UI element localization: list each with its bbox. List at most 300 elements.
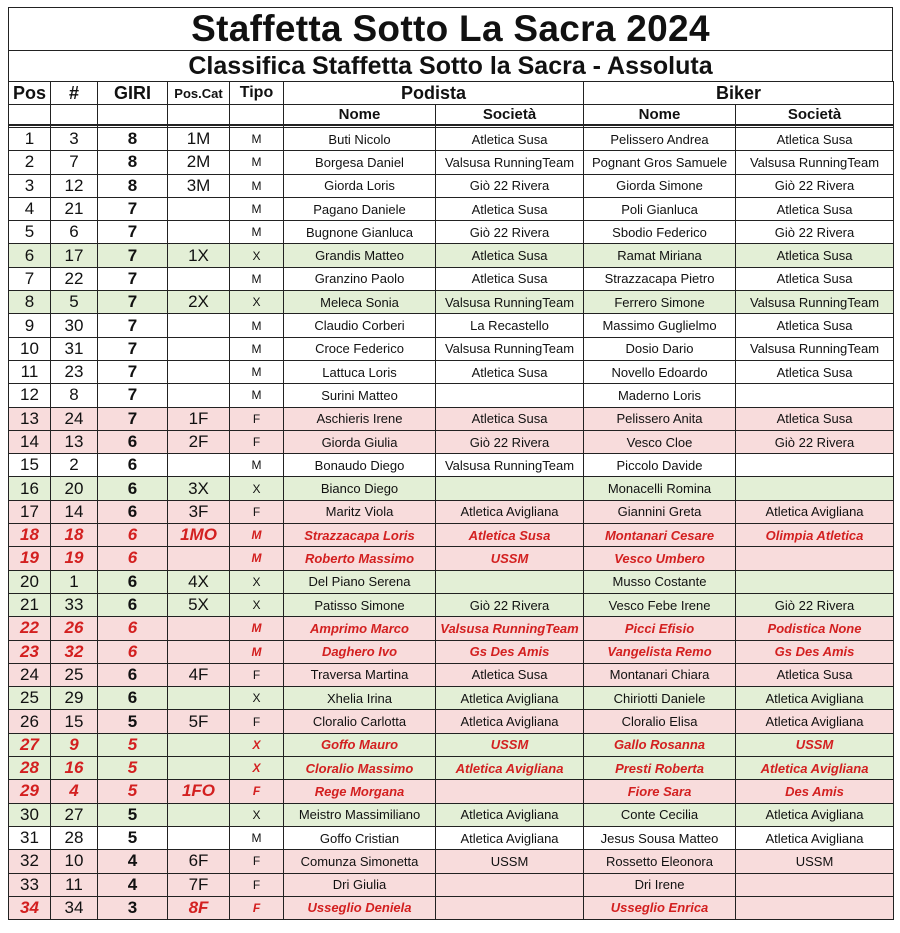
cell-pos: 11: [9, 360, 51, 383]
cell-podista-societa: Atletica Susa: [436, 197, 584, 220]
cell-poscat: [168, 221, 230, 244]
cell-giri: 7: [98, 337, 168, 360]
cell-podista-nome: Del Piano Serena: [284, 570, 436, 593]
cell-poscat: [168, 803, 230, 826]
cell-poscat: 2X: [168, 291, 230, 314]
cell-giri: 6: [98, 640, 168, 663]
cell-biker-nome: Picci Efisio: [584, 617, 736, 640]
header-row-main: [9, 82, 894, 105]
sub-header-empty: [9, 105, 51, 126]
table-row: [9, 687, 894, 710]
cell-poscat: [168, 267, 230, 290]
cell-biker-nome: Pognant Gros Samuele: [584, 151, 736, 174]
cell-biker-societa: Giò 22 Rivera: [736, 593, 894, 616]
cell-podista-nome: Lattuca Loris: [284, 360, 436, 383]
cell-podista-nome: Strazzacapa Loris: [284, 524, 436, 547]
cell-poscat: [168, 687, 230, 710]
cell-tipo: X: [230, 244, 284, 267]
cell-pos: 23: [9, 640, 51, 663]
cell-poscat: 2M: [168, 151, 230, 174]
cell-biker-nome: Montanari Chiara: [584, 663, 736, 686]
cell-biker-nome: Poli Gianluca: [584, 197, 736, 220]
cell-number: 21: [51, 197, 98, 220]
cell-giri: 6: [98, 663, 168, 686]
cell-podista-societa: [436, 780, 584, 803]
cell-giri: 6: [98, 570, 168, 593]
cell-biker-nome: Vesco Umbero: [584, 547, 736, 570]
cell-tipo: X: [230, 477, 284, 500]
cell-tipo: M: [230, 151, 284, 174]
cell-number: 6: [51, 221, 98, 244]
cell-podista-societa: Atletica Susa: [436, 360, 584, 383]
cell-poscat: [168, 547, 230, 570]
cell-biker-societa: Olimpia Atletica: [736, 524, 894, 547]
table-row: [9, 174, 894, 197]
cell-biker-nome: Novello Edoardo: [584, 360, 736, 383]
cell-tipo: M: [230, 314, 284, 337]
table-row: [9, 593, 894, 616]
table-row: [9, 710, 894, 733]
table-row: [9, 617, 894, 640]
cell-podista-nome: Goffo Cristian: [284, 826, 436, 849]
cell-giri: 7: [98, 221, 168, 244]
cell-pos: 3: [9, 174, 51, 197]
cell-number: 24: [51, 407, 98, 430]
cell-pos: 14: [9, 430, 51, 453]
cell-number: 31: [51, 337, 98, 360]
cell-giri: 4: [98, 850, 168, 873]
cell-giri: 3: [98, 896, 168, 919]
cell-podista-nome: Claudio Corberi: [284, 314, 436, 337]
cell-podista-nome: Cloralio Massimo: [284, 757, 436, 780]
cell-number: 5: [51, 291, 98, 314]
cell-poscat: 1F: [168, 407, 230, 430]
cell-biker-nome: Ramat Miriana: [584, 244, 736, 267]
cell-number: 17: [51, 244, 98, 267]
cell-biker-societa: [736, 477, 894, 500]
cell-number: 15: [51, 710, 98, 733]
cell-tipo: F: [230, 710, 284, 733]
cell-podista-nome: Traversa Martina: [284, 663, 436, 686]
cell-giri: 7: [98, 291, 168, 314]
cell-number: 19: [51, 547, 98, 570]
cell-number: 33: [51, 593, 98, 616]
cell-giri: 6: [98, 430, 168, 453]
cell-giri: 4: [98, 873, 168, 896]
cell-giri: 7: [98, 407, 168, 430]
cell-biker-nome: Sbodio Federico: [584, 221, 736, 244]
cell-number: 1: [51, 570, 98, 593]
table-row: [9, 873, 894, 896]
cell-pos: 20: [9, 570, 51, 593]
sub-header-empty: [51, 105, 98, 126]
cell-pos: 5: [9, 221, 51, 244]
cell-podista-societa: Giò 22 Rivera: [436, 221, 584, 244]
cell-podista-societa: Valsusa RunningTeam: [436, 291, 584, 314]
cell-podista-nome: Borgesa Daniel: [284, 151, 436, 174]
cell-biker-societa: Atletica Avigliana: [736, 500, 894, 523]
cell-number: 25: [51, 663, 98, 686]
cell-biker-societa: Giò 22 Rivera: [736, 174, 894, 197]
cell-biker-nome: Pelissero Anita: [584, 407, 736, 430]
cell-tipo: F: [230, 663, 284, 686]
cell-tipo: M: [230, 524, 284, 547]
cell-pos: 25: [9, 687, 51, 710]
cell-tipo: F: [230, 873, 284, 896]
cell-biker-societa: [736, 570, 894, 593]
cell-biker-nome: Montanari Cesare: [584, 524, 736, 547]
cell-biker-nome: Presti Roberta: [584, 757, 736, 780]
cell-giri: 6: [98, 500, 168, 523]
cell-pos: 6: [9, 244, 51, 267]
cell-biker-societa: Atletica Susa: [736, 407, 894, 430]
cell-podista-societa: USSM: [436, 733, 584, 756]
table-row: [9, 780, 894, 803]
cell-biker-nome: Usseglio Enrica: [584, 896, 736, 919]
cell-podista-societa: Valsusa RunningTeam: [436, 617, 584, 640]
table-row: [9, 640, 894, 663]
cell-podista-nome: Giorda Giulia: [284, 430, 436, 453]
cell-podista-societa: [436, 570, 584, 593]
cell-number: 10: [51, 850, 98, 873]
cell-poscat: [168, 337, 230, 360]
cell-pos: 12: [9, 384, 51, 407]
cell-podista-societa: USSM: [436, 850, 584, 873]
cell-giri: 7: [98, 360, 168, 383]
table-row: [9, 850, 894, 873]
sub-header-podista-societa: Società: [436, 105, 584, 126]
cell-podista-societa: [436, 384, 584, 407]
cell-biker-societa: Atletica Susa: [736, 244, 894, 267]
cell-giri: 5: [98, 803, 168, 826]
sub-header-empty: [168, 105, 230, 126]
cell-giri: 7: [98, 244, 168, 267]
cell-tipo: X: [230, 570, 284, 593]
cell-number: 3: [51, 128, 98, 151]
cell-giri: 8: [98, 174, 168, 197]
cell-number: 32: [51, 640, 98, 663]
cell-biker-nome: Musso Costante: [584, 570, 736, 593]
cell-pos: 9: [9, 314, 51, 337]
cell-podista-societa: Gs Des Amis: [436, 640, 584, 663]
cell-giri: 6: [98, 454, 168, 477]
cell-biker-societa: Atletica Avigliana: [736, 710, 894, 733]
cell-biker-societa: Atletica Avigliana: [736, 757, 894, 780]
cell-poscat: 5X: [168, 593, 230, 616]
col-header-biker: Biker: [584, 82, 894, 105]
cell-pos: 24: [9, 663, 51, 686]
cell-giri: 6: [98, 687, 168, 710]
cell-biker-nome: Jesus Sousa Matteo: [584, 826, 736, 849]
cell-biker-nome: Gallo Rosanna: [584, 733, 736, 756]
cell-tipo: M: [230, 221, 284, 244]
cell-number: 30: [51, 314, 98, 337]
col-header-number: #: [51, 82, 98, 105]
table-row: [9, 547, 894, 570]
cell-tipo: M: [230, 640, 284, 663]
cell-giri: 7: [98, 197, 168, 220]
cell-number: 2: [51, 454, 98, 477]
cell-podista-societa: Atletica Avigliana: [436, 500, 584, 523]
cell-podista-nome: Dri Giulia: [284, 873, 436, 896]
cell-biker-societa: Giò 22 Rivera: [736, 221, 894, 244]
cell-podista-nome: Croce Federico: [284, 337, 436, 360]
cell-giri: 8: [98, 128, 168, 151]
cell-number: 26: [51, 617, 98, 640]
cell-tipo: F: [230, 407, 284, 430]
cell-giri: 5: [98, 826, 168, 849]
cell-number: 22: [51, 267, 98, 290]
cell-tipo: M: [230, 617, 284, 640]
cell-podista-nome: Maritz Viola: [284, 500, 436, 523]
cell-podista-societa: [436, 477, 584, 500]
table-row: [9, 663, 894, 686]
cell-podista-societa: Atletica Avigliana: [436, 687, 584, 710]
cell-number: 29: [51, 687, 98, 710]
cell-biker-societa: [736, 896, 894, 919]
cell-number: 28: [51, 826, 98, 849]
results-sheet: [8, 7, 893, 920]
cell-giri: 5: [98, 780, 168, 803]
cell-tipo: M: [230, 384, 284, 407]
cell-podista-nome: Granzino Paolo: [284, 267, 436, 290]
sub-header-empty: [230, 105, 284, 126]
cell-podista-nome: Pagano Daniele: [284, 197, 436, 220]
cell-podista-societa: Valsusa RunningTeam: [436, 337, 584, 360]
cell-podista-nome: Comunza Simonetta: [284, 850, 436, 873]
table-row: [9, 477, 894, 500]
cell-pos: 29: [9, 780, 51, 803]
cell-biker-societa: Atletica Susa: [736, 360, 894, 383]
cell-tipo: X: [230, 733, 284, 756]
cell-podista-nome: Surini Matteo: [284, 384, 436, 407]
cell-number: 7: [51, 151, 98, 174]
cell-biker-nome: Cloralio Elisa: [584, 710, 736, 733]
cell-pos: 33: [9, 873, 51, 896]
cell-poscat: 1FO: [168, 780, 230, 803]
cell-number: 14: [51, 500, 98, 523]
cell-biker-nome: Vangelista Remo: [584, 640, 736, 663]
cell-podista-nome: Giorda Loris: [284, 174, 436, 197]
cell-pos: 22: [9, 617, 51, 640]
cell-poscat: 1MO: [168, 524, 230, 547]
cell-podista-societa: Atletica Susa: [436, 128, 584, 151]
cell-tipo: M: [230, 454, 284, 477]
cell-podista-societa: Valsusa RunningTeam: [436, 454, 584, 477]
cell-pos: 16: [9, 477, 51, 500]
cell-biker-societa: Atletica Susa: [736, 197, 894, 220]
table-row: [9, 151, 894, 174]
cell-pos: 21: [9, 593, 51, 616]
table-row: [9, 454, 894, 477]
table-row: [9, 384, 894, 407]
cell-podista-societa: Valsusa RunningTeam: [436, 151, 584, 174]
cell-podista-nome: Roberto Massimo: [284, 547, 436, 570]
table-row: [9, 733, 894, 756]
col-header-pos: Pos: [9, 82, 51, 105]
cell-biker-societa: Des Amis: [736, 780, 894, 803]
cell-number: 23: [51, 360, 98, 383]
sub-header-podista-nome: Nome: [284, 105, 436, 126]
sheet-title: Staffetta Sotto La Sacra 2024: [8, 7, 893, 50]
cell-podista-societa: Atletica Avigliana: [436, 826, 584, 849]
table-row: [9, 524, 894, 547]
cell-pos: 26: [9, 710, 51, 733]
results-table: [8, 81, 894, 920]
cell-poscat: [168, 640, 230, 663]
cell-pos: 28: [9, 757, 51, 780]
cell-pos: 15: [9, 454, 51, 477]
col-header-tipo: Tipo: [230, 82, 284, 105]
cell-podista-nome: Xhelia Irina: [284, 687, 436, 710]
cell-giri: 6: [98, 617, 168, 640]
cell-podista-nome: Buti Nicolo: [284, 128, 436, 151]
table-row: [9, 337, 894, 360]
cell-number: 18: [51, 524, 98, 547]
cell-giri: 7: [98, 267, 168, 290]
cell-number: 4: [51, 780, 98, 803]
cell-biker-societa: Atletica Avigliana: [736, 826, 894, 849]
cell-biker-nome: Vesco Febe Irene: [584, 593, 736, 616]
cell-biker-nome: Fiore Sara: [584, 780, 736, 803]
table-row: [9, 128, 894, 151]
cell-giri: 6: [98, 547, 168, 570]
cell-biker-nome: Chiriotti Daniele: [584, 687, 736, 710]
cell-biker-nome: Dri Irene: [584, 873, 736, 896]
cell-poscat: [168, 757, 230, 780]
cell-biker-societa: Atletica Susa: [736, 267, 894, 290]
cell-podista-nome: Aschieris Irene: [284, 407, 436, 430]
cell-giri: 8: [98, 151, 168, 174]
cell-tipo: F: [230, 896, 284, 919]
table-row: [9, 570, 894, 593]
cell-pos: 34: [9, 896, 51, 919]
cell-podista-societa: Atletica Avigliana: [436, 757, 584, 780]
cell-giri: 6: [98, 593, 168, 616]
sub-header-empty: [98, 105, 168, 126]
cell-giri: 7: [98, 314, 168, 337]
cell-poscat: [168, 197, 230, 220]
cell-biker-nome: Piccolo Davide: [584, 454, 736, 477]
cell-biker-societa: Gs Des Amis: [736, 640, 894, 663]
cell-poscat: 2F: [168, 430, 230, 453]
cell-number: 12: [51, 174, 98, 197]
cell-tipo: F: [230, 850, 284, 873]
cell-tipo: X: [230, 757, 284, 780]
cell-podista-nome: Usseglio Deniela: [284, 896, 436, 919]
cell-poscat: 4F: [168, 663, 230, 686]
cell-giri: 7: [98, 384, 168, 407]
cell-poscat: 3X: [168, 477, 230, 500]
cell-poscat: 8F: [168, 896, 230, 919]
cell-poscat: [168, 454, 230, 477]
results-body: [9, 128, 894, 920]
cell-podista-nome: Meleca Sonia: [284, 291, 436, 314]
cell-biker-societa: [736, 454, 894, 477]
cell-podista-nome: Goffo Mauro: [284, 733, 436, 756]
table-row: [9, 826, 894, 849]
cell-poscat: [168, 617, 230, 640]
cell-biker-nome: Conte Cecilia: [584, 803, 736, 826]
cell-pos: 4: [9, 197, 51, 220]
cell-biker-societa: Atletica Avigliana: [736, 687, 894, 710]
cell-biker-nome: Giorda Simone: [584, 174, 736, 197]
cell-poscat: [168, 733, 230, 756]
cell-biker-societa: Valsusa RunningTeam: [736, 291, 894, 314]
cell-podista-societa: Atletica Susa: [436, 524, 584, 547]
cell-pos: 10: [9, 337, 51, 360]
cell-poscat: 1M: [168, 128, 230, 151]
cell-pos: 27: [9, 733, 51, 756]
cell-tipo: M: [230, 337, 284, 360]
cell-tipo: F: [230, 500, 284, 523]
cell-tipo: X: [230, 291, 284, 314]
cell-tipo: X: [230, 687, 284, 710]
cell-biker-societa: Atletica Susa: [736, 128, 894, 151]
table-row: [9, 757, 894, 780]
cell-podista-nome: Rege Morgana: [284, 780, 436, 803]
cell-podista-nome: Cloralio Carlotta: [284, 710, 436, 733]
cell-giri: 5: [98, 733, 168, 756]
sheet-subtitle: Classifica Staffetta Sotto la Sacra - Assoluta: [8, 50, 893, 81]
header-row-sub: [9, 105, 894, 126]
table-row: [9, 430, 894, 453]
cell-biker-societa: Valsusa RunningTeam: [736, 337, 894, 360]
cell-pos: 19: [9, 547, 51, 570]
cell-poscat: 3M: [168, 174, 230, 197]
cell-tipo: M: [230, 128, 284, 151]
cell-number: 16: [51, 757, 98, 780]
cell-podista-societa: Atletica Susa: [436, 663, 584, 686]
cell-tipo: F: [230, 430, 284, 453]
cell-biker-nome: Monacelli Romina: [584, 477, 736, 500]
cell-tipo: M: [230, 547, 284, 570]
table-row: [9, 291, 894, 314]
cell-biker-nome: Ferrero Simone: [584, 291, 736, 314]
cell-podista-nome: Grandis Matteo: [284, 244, 436, 267]
cell-pos: 32: [9, 850, 51, 873]
cell-biker-nome: Massimo Guglielmo: [584, 314, 736, 337]
cell-biker-societa: Atletica Avigliana: [736, 803, 894, 826]
cell-tipo: M: [230, 267, 284, 290]
cell-podista-societa: Atletica Susa: [436, 244, 584, 267]
cell-pos: 30: [9, 803, 51, 826]
cell-podista-societa: La Recastello: [436, 314, 584, 337]
cell-poscat: 4X: [168, 570, 230, 593]
cell-poscat: 3F: [168, 500, 230, 523]
cell-biker-nome: Giannini Greta: [584, 500, 736, 523]
cell-podista-societa: [436, 896, 584, 919]
col-header-giri: GIRI: [98, 82, 168, 105]
cell-poscat: 1X: [168, 244, 230, 267]
cell-tipo: M: [230, 826, 284, 849]
cell-number: 20: [51, 477, 98, 500]
cell-podista-societa: Giò 22 Rivera: [436, 174, 584, 197]
col-header-poscat: Pos.Cat: [168, 82, 230, 105]
cell-podista-nome: Bonaudo Diego: [284, 454, 436, 477]
cell-podista-nome: Meistro Massimiliano: [284, 803, 436, 826]
cell-pos: 13: [9, 407, 51, 430]
cell-poscat: 7F: [168, 873, 230, 896]
cell-poscat: 5F: [168, 710, 230, 733]
cell-poscat: [168, 360, 230, 383]
cell-biker-societa: USSM: [736, 733, 894, 756]
cell-biker-nome: Dosio Dario: [584, 337, 736, 360]
table-row: [9, 803, 894, 826]
cell-number: 9: [51, 733, 98, 756]
cell-biker-nome: Rossetto Eleonora: [584, 850, 736, 873]
cell-podista-societa: Atletica Avigliana: [436, 710, 584, 733]
